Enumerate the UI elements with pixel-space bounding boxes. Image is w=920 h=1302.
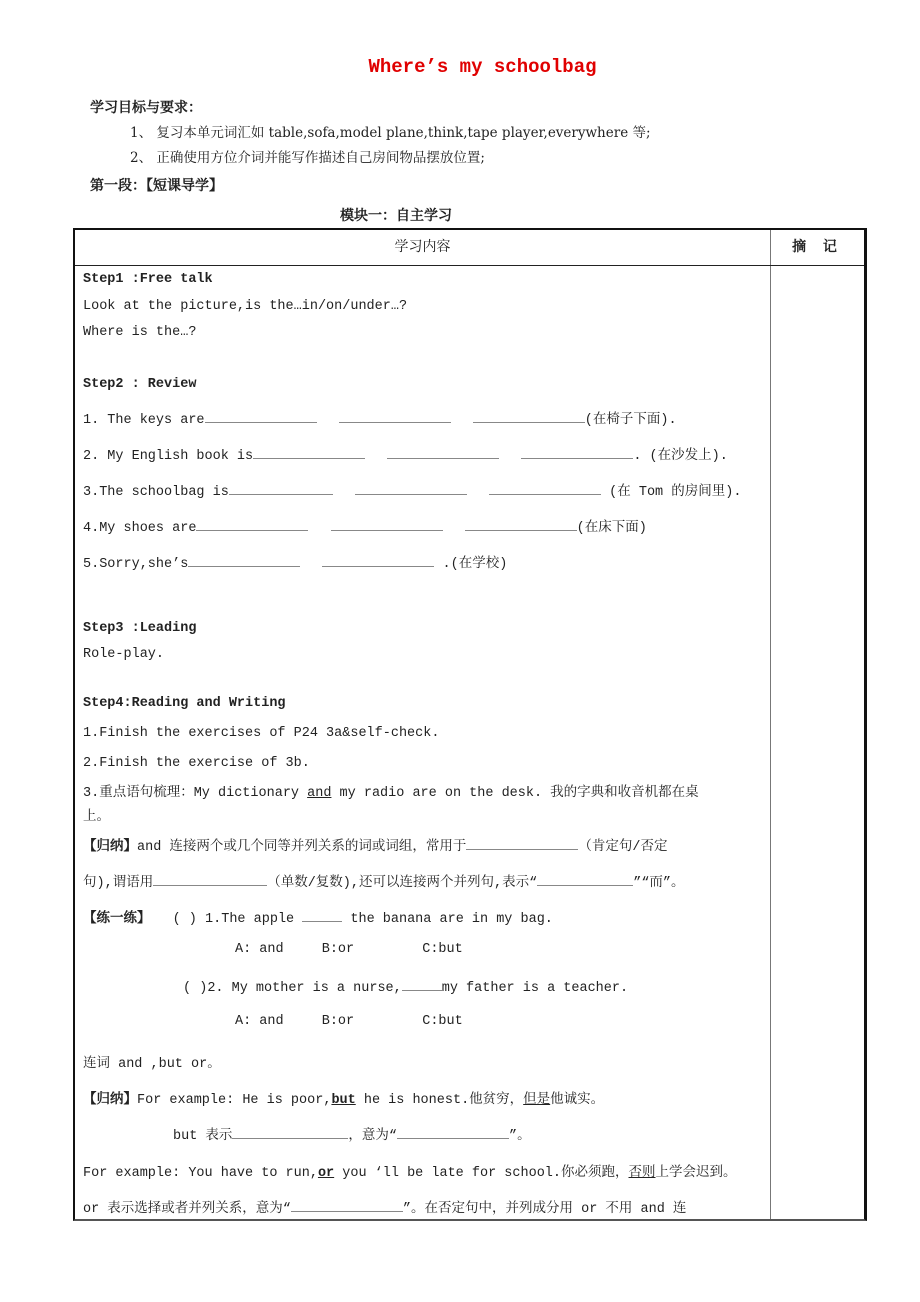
conjunctions-line: 连词 and ,but or。 [83,1057,221,1072]
answer-blank[interactable] [339,410,451,423]
step4-line-1: 1.Finish the exercises of P24 3a&self-check. [83,726,440,741]
option-a[interactable]: A: and [235,942,284,957]
answer-blank[interactable] [473,410,585,423]
review-item-4: 4.My shoes are (在床下面) [83,515,647,536]
answer-blank[interactable] [196,518,308,531]
review-item-5: 5.Sorry,she’s .(在学校) [83,551,507,572]
summary-and-1: 【归纳】and 连接两个或几个同等并列关系的词或词组，常用于 （肯定句/否定 [83,838,668,855]
step3-title: Step3 :Leading [83,621,197,636]
practice-q2-options [235,1014,463,1029]
answer-blank[interactable] [466,837,578,850]
answer-paren[interactable]: ( ) [183,981,208,996]
key-sentence-wrap: 上。 [83,810,110,825]
but-meaning-line: but 表示 ，意为“ ”。 [173,1123,531,1144]
or-meaning-line: or 表示选择或者并列关系，意为“ ”。在否定句中，并列成分用 or 不用 and 连 [83,1196,686,1217]
review-item-2: 2. My English book is . (在沙发上). [83,443,728,464]
option-b[interactable]: B:or [321,1014,355,1029]
goals-heading: 学习目标与要求： [90,100,202,116]
answer-blank[interactable] [465,518,577,531]
step1-line-2: Where is the…? [83,325,197,340]
practice-q1: 【练一练】 ( ) 1.The apple the banana are in my bag. [83,910,553,927]
answer-blank[interactable] [521,446,633,459]
answer-paren[interactable]: ( ) [172,912,197,927]
step4-title: Step4:Reading and Writing [83,696,286,711]
answer-blank[interactable] [229,482,333,495]
practice-q1-options [235,942,463,957]
or-example: For example: You have to run,or you ‘ll be late for school.你必须跑，否则上学会迟到。 [83,1166,737,1181]
answer-blank[interactable] [397,1126,509,1139]
answer-blank[interactable] [402,978,442,991]
header-content: 学习内容 [394,239,451,255]
answer-blank[interactable] [489,482,601,495]
step1-line-1: Look at the picture,is the…in/on/under…? [83,299,408,314]
answer-blank[interactable] [331,518,443,531]
review-item-3: 3.The schoolbag is (在 Tom 的房间里). [83,479,741,500]
answer-blank[interactable] [291,1199,403,1212]
answer-blank[interactable] [153,873,267,886]
header-divider [75,265,864,266]
answer-blank[interactable] [232,1126,348,1139]
answer-blank[interactable] [537,873,633,886]
section-heading: 第一段：【短课导学】 [90,178,223,194]
summary-and-2: 句),谓语用 （单数/复数),还可以连接两个并列句,表示“ ”“而”。 [83,870,685,891]
module-heading: 模块一：自主学习 [340,208,452,224]
answer-blank[interactable] [253,446,365,459]
option-c[interactable]: C:but [422,1014,463,1029]
step3-line-1: Role-play. [83,647,165,662]
option-b[interactable]: B:or [321,942,355,957]
header-notes: 摘 记 [792,239,843,255]
review-item-1: 1. The keys are (在椅子下面). [83,407,677,428]
answer-blank[interactable] [322,554,434,567]
practice-q2: ( )2. My mother is a nurse, my father is a teacher. [183,978,628,996]
goal-item-1: 1、 复习本单元词汇如 table,sofa,model plane,think,tape player,everywhere 等; [130,125,651,141]
key-sentence: 3.重点语句梳理：My dictionary and my radio are on the desk. 我的字典和收音机都在桌 [83,786,699,801]
column-divider [770,230,771,1219]
option-c[interactable]: C:but [422,942,463,957]
summary-but: 【归纳】For example: He is poor,but he is honest.他贫穷，但是他诚实。 [83,1091,605,1108]
answer-blank[interactable] [302,909,342,922]
page-title: Where’s my schoolbag [368,56,597,78]
answer-blank[interactable] [387,446,499,459]
option-a[interactable]: A: and [235,1014,284,1029]
step1-title: Step1 :Free talk [83,272,213,287]
step2-title: Step2 : Review [83,377,197,392]
study-table [73,228,867,1221]
answer-blank[interactable] [355,482,467,495]
step4-line-2: 2.Finish the exercise of 3b. [83,756,310,771]
goal-item-2: 2、 正确使用方位介词并能写作描述自己房间物品摆放位置; [130,150,485,166]
answer-blank[interactable] [205,410,317,423]
answer-blank[interactable] [188,554,300,567]
